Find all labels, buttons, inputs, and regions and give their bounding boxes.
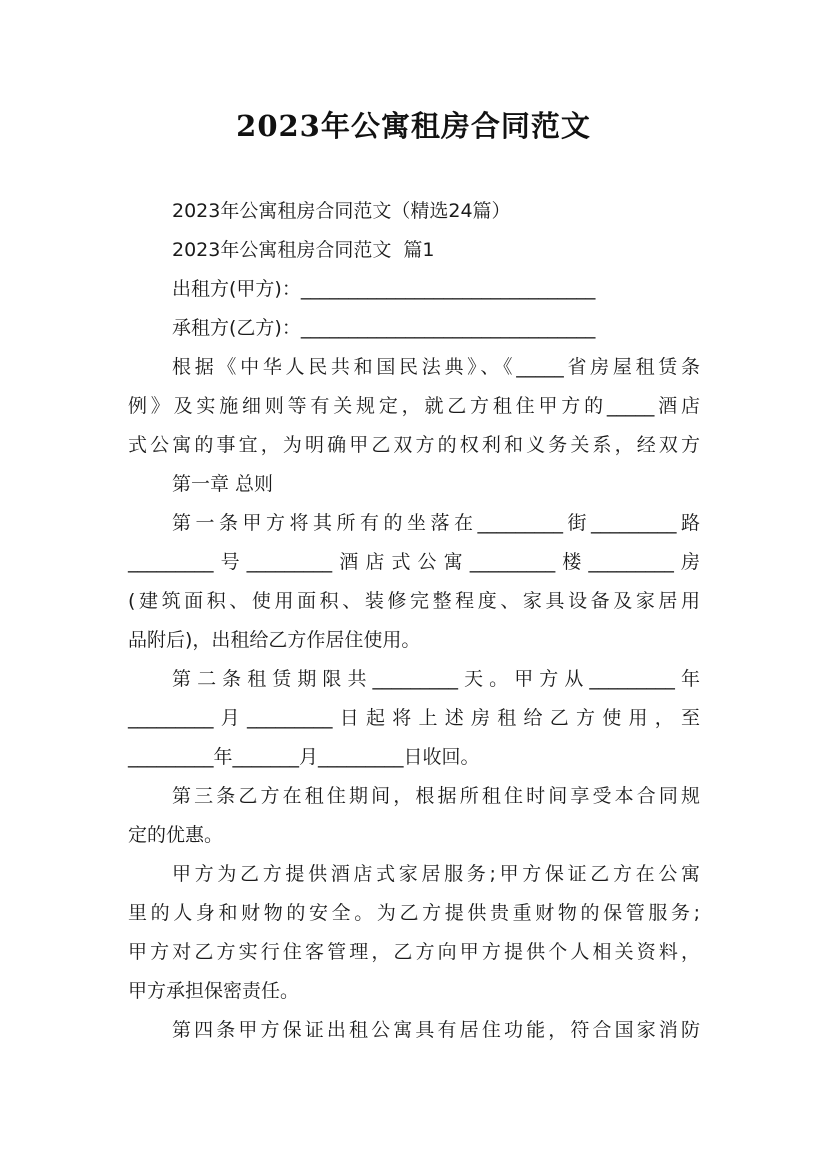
document-line: _________月_________日起将上述房租给乙方使用，至 (128, 707, 700, 729)
document-line: 例》及实施细则等有关规定，就乙方租住甲方的_____酒店 (128, 395, 700, 417)
document-line: 第一章 总则 (172, 473, 274, 495)
document-line: 甲方为乙方提供酒店式家居服务;甲方保证乙方在公寓 (172, 863, 700, 885)
document-line: 甲方承担保密责任。 (128, 980, 300, 1002)
document-line: 第二条租赁期限共_________天。甲方从_________年 (172, 668, 700, 690)
document-line: 承租方(乙方)：_______________________________ (172, 317, 596, 339)
document-line: 式公寓的事宜，为明确甲乙双方的权利和义务关系，经双方 (128, 434, 700, 456)
document-line: 2023年公寓租房合同范文（精选24篇） (172, 200, 511, 222)
document-line: 2023年公寓租房合同范文 篇1 (172, 239, 435, 261)
document-line: 定的优惠。 (128, 824, 224, 846)
document-line: 根据《中华人民共和国民法典》、《_____省房屋租赁条 (172, 356, 700, 378)
document-line: _________号_________酒店式公寓_________楼_________房 (128, 551, 700, 573)
document-line: (建筑面积、使用面积、装修完整程度、家具设备及家居用 (128, 590, 700, 612)
document-line: 出租方(甲方)：_______________________________ (172, 278, 596, 300)
document-title: 2023年公寓租房合同范文 (236, 109, 591, 143)
document-line: 里的人身和财物的安全。为乙方提供贵重财物的保管服务; (128, 902, 700, 924)
document-line: 第四条甲方保证出租公寓具有居住功能，符合国家消防 (172, 1019, 700, 1041)
document-line: 第一条甲方将其所有的坐落在_________街_________路 (172, 512, 700, 534)
document-line: _________年_______月_________日收回。 (128, 746, 480, 768)
document-line: 甲方对乙方实行住客管理，乙方向甲方提供个人相关资料， (128, 941, 700, 963)
document-line: 第三条乙方在租住期间，根据所租住时间享受本合同规 (172, 785, 700, 807)
document-line: 品附后)，出租给乙方作居住使用。 (128, 629, 421, 651)
